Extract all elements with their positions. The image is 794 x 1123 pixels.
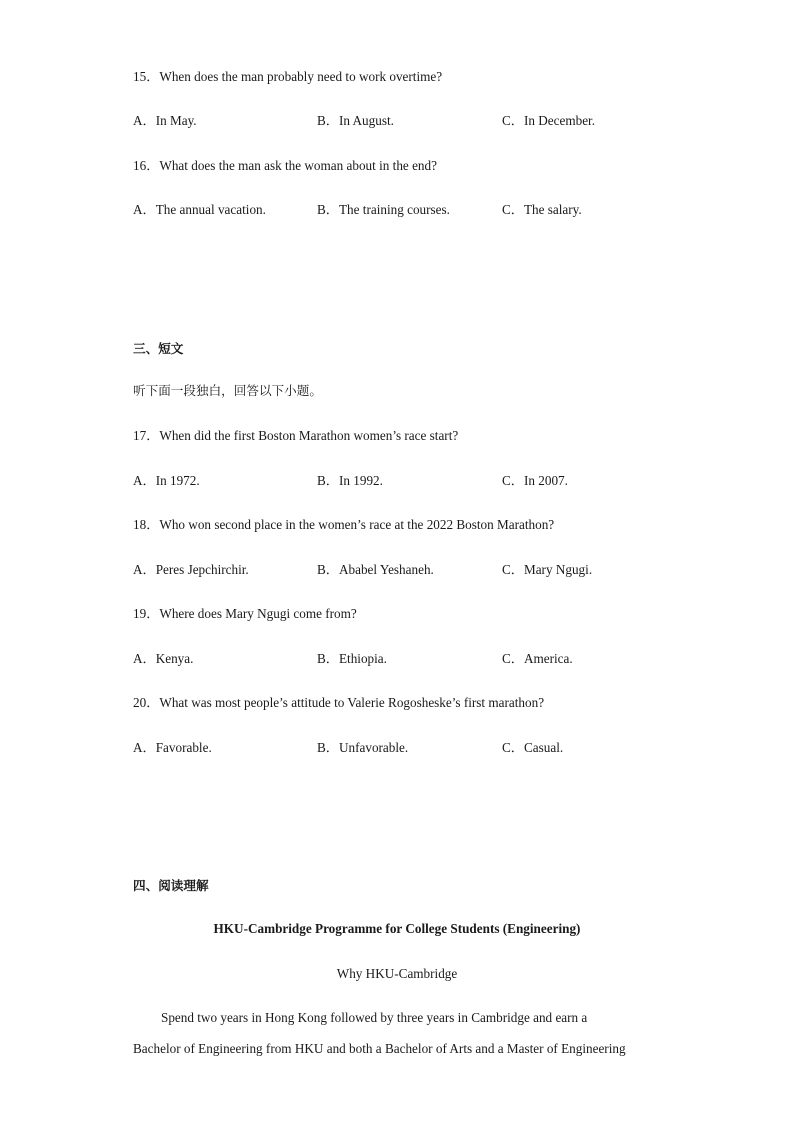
option-18-b: B．Ababel Yeshaneh. xyxy=(317,562,434,577)
option-18-a: A．Peres Jepchirchir. xyxy=(133,562,249,577)
question-17: 17．When did the first Boston Marathon women’s race start? xyxy=(133,428,459,443)
option-20-c: C．Casual. xyxy=(502,740,564,755)
question-15: 15．When does the man probably need to work overtime? xyxy=(133,69,443,84)
question-19: 19．Where does Mary Ngugi come from? xyxy=(133,606,357,621)
option-15-b: B．In August. xyxy=(317,113,394,128)
section-4-heading: 四、阅读理解 xyxy=(133,878,209,893)
question-18: 18．Who won second place in the women’s race at the 2022 Boston Marathon? xyxy=(133,517,555,532)
option-20-b: B．Unfavorable. xyxy=(317,740,409,755)
option-16-c: C．The salary. xyxy=(502,202,582,217)
option-16-a: A．The annual vacation. xyxy=(133,202,266,217)
question-16: 16．What does the man ask the woman about in the end? xyxy=(133,158,437,173)
passage-paragraph-line-2: Bachelor of Engineering from HKU and both a Bachelor of Arts and a Master of Engineering xyxy=(133,1041,626,1056)
passage-subtitle: Why HKU-Cambridge xyxy=(336,966,458,981)
option-19-c: C．America. xyxy=(502,651,573,666)
option-17-a: A．In 1972. xyxy=(133,473,200,488)
option-17-c: C．In 2007. xyxy=(502,473,568,488)
option-19-b: B．Ethiopia. xyxy=(317,651,387,666)
option-18-c: C．Mary Ngugi. xyxy=(502,562,593,577)
option-17-b: B．In 1992. xyxy=(317,473,383,488)
option-16-b: B．The training courses. xyxy=(317,202,450,217)
passage-paragraph-line-1: Spend two years in Hong Kong followed by three years in Cambridge and earn a xyxy=(161,1010,588,1025)
option-20-a: A．Favorable. xyxy=(133,740,212,755)
option-19-a: A．Kenya. xyxy=(133,651,194,666)
option-15-a: A．In May. xyxy=(133,113,197,128)
section-3-heading: 三、短文 xyxy=(133,341,184,356)
section-3-instruction: 听下面一段独白，回答以下小题。 xyxy=(133,383,322,398)
question-20: 20．What was most people’s attitude to Valerie Rogosheske’s first marathon? xyxy=(133,695,545,710)
option-15-c: C．In December. xyxy=(502,113,596,128)
passage-title: HKU-Cambridge Programme for College Students (Engineering) xyxy=(213,921,581,936)
